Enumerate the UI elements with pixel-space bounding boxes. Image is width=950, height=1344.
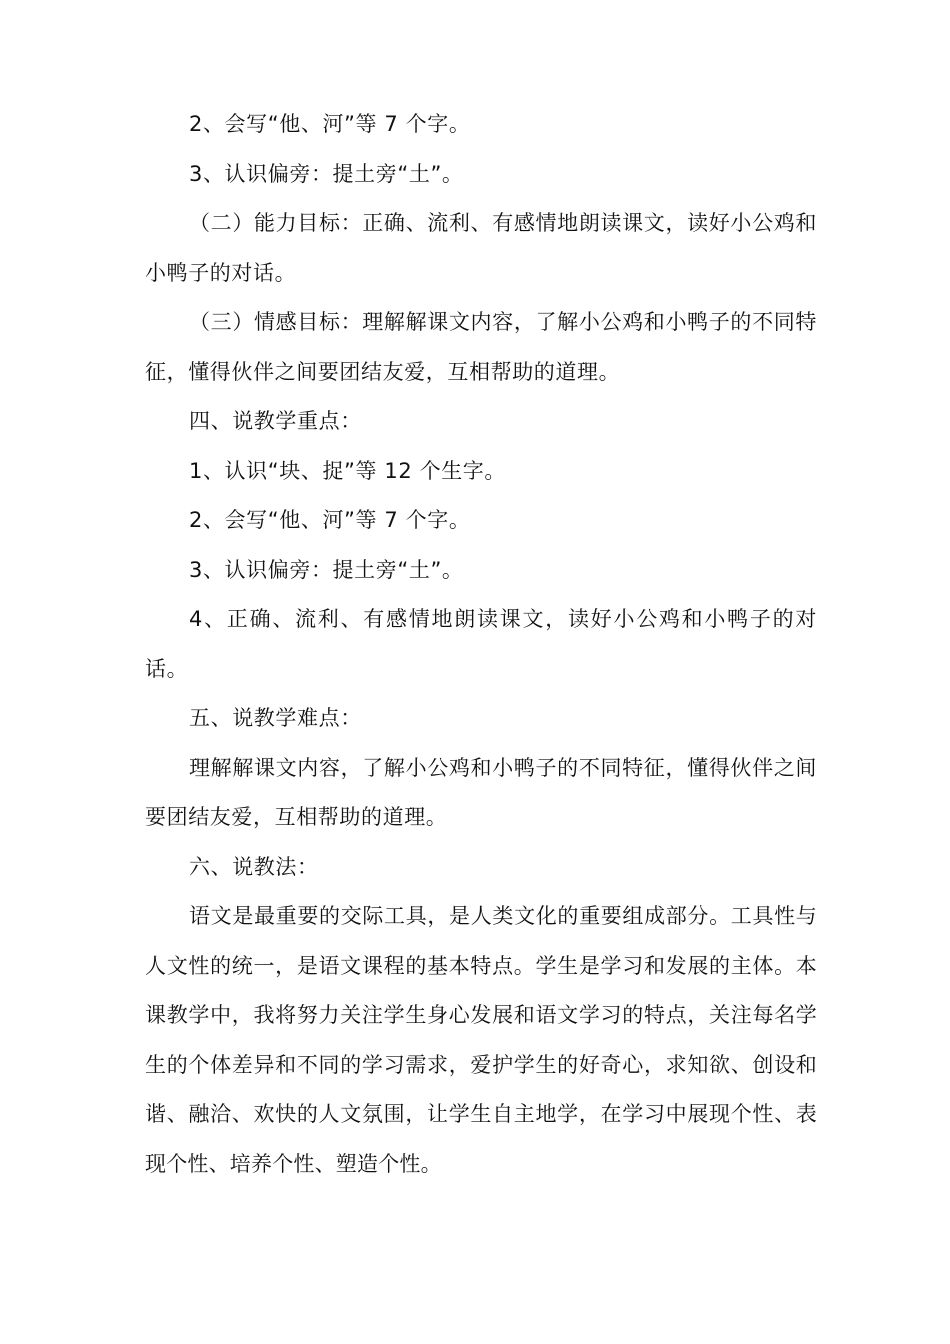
- paragraph-emotion-goal: （三）情感目标：理解解课文内容，了解小公鸡和小鸭子的不同特征，懂得伙伴之间要团结友爱，互相帮助的道理。: [145, 310, 817, 384]
- paragraph-ability-goal: （二）能力目标：正确、流利、有感情地朗读课文，读好小公鸡和小鸭子的对话。: [145, 211, 817, 285]
- document-body: [145, 100, 817, 1189]
- paragraph-key-point-4: 4、正确、流利、有感情地朗读课文，读好小公鸡和小鸭子的对话。: [145, 607, 817, 681]
- paragraph-teaching-method: 语文是最重要的交际工具，是人类文化的重要组成部分。工具性与人文性的统一，是语文课程的基本特点。学生是学习和发展的主体。本课教学中，我将努力关注学生身心发展和语文学习的特点，关注每名学生的个体差异和不同的学习需求，爱护学生的好奇心，求知欲、创设和谐、融洽、欢快的人文氛围，让学生自主地学，在学习中展现个性、表现个性、培养个性、塑造个性。: [145, 904, 817, 1176]
- paragraph-key-point-2: 2、会写“他、河”等 7 个字。: [189, 508, 471, 532]
- paragraph-radical: 3、认识偏旁：提土旁“土”。: [189, 161, 464, 186]
- heading-difficult-points: 五、说教学难点：: [189, 706, 362, 730]
- paragraph-write-chars: 2、会写“他、河”等 7 个字。: [189, 112, 471, 136]
- paragraph-key-point-3: 3、认识偏旁：提土旁“土”。: [189, 557, 464, 582]
- heading-teaching-method: 六、说教法：: [189, 854, 319, 879]
- paragraph-difficult-point: 理解解课文内容，了解小公鸡和小鸭子的不同特征，懂得伙伴之间要团结友爱，互相帮助的道理。: [145, 755, 817, 829]
- heading-key-points: 四、说教学重点：: [189, 409, 362, 433]
- paragraph-key-point-1: 1、认识“块、捉”等 12 个生字。: [189, 458, 506, 483]
